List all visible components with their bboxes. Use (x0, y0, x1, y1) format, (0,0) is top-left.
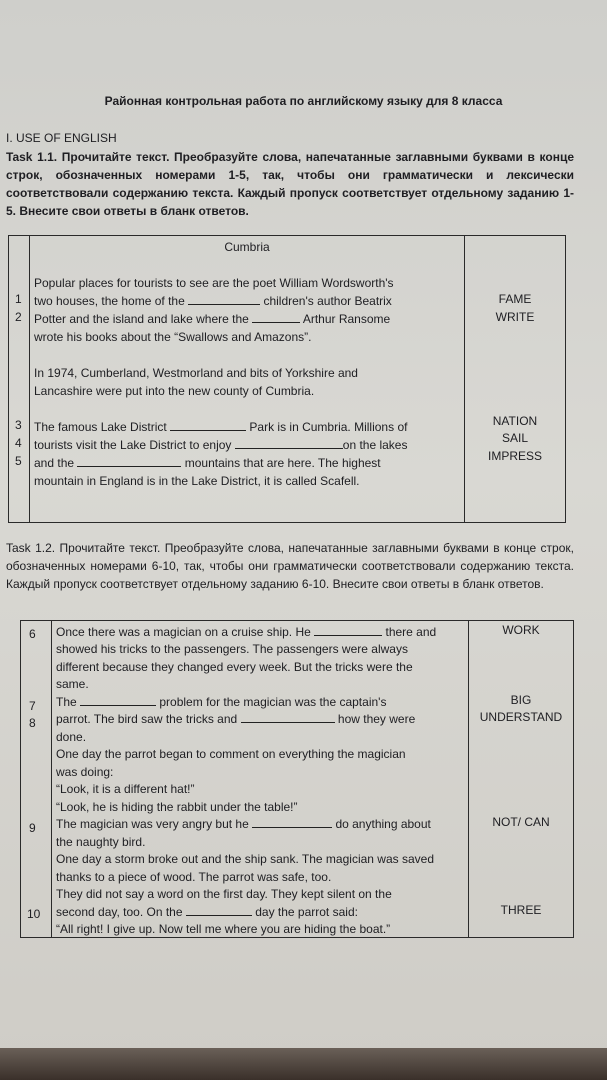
keyword: SAIL (501, 431, 528, 445)
text-line: tourists visit the Lake District to enjoy on the lakes (34, 438, 408, 452)
answer-blank-1[interactable] (188, 292, 260, 305)
answer-blank-8[interactable] (241, 710, 335, 723)
text-line: showed his tricks to the passengers. The passengers were always (56, 642, 408, 656)
answer-blank-9[interactable] (252, 815, 332, 828)
text-line: “Look, he is hiding the rabbit under the table!” (56, 800, 298, 814)
text-line: “Look, it is a different hat!” (56, 782, 195, 796)
task1-number-column (9, 236, 30, 523)
answer-blank-5[interactable] (77, 454, 181, 467)
text-line: One day a storm broke out and the ship sank. The magician was saved (56, 852, 434, 866)
text-line: same. (56, 677, 89, 691)
section-heading: I. USE OF ENGLISH (6, 131, 117, 145)
text-line: and the mountains that are here. The highest (34, 456, 381, 470)
text-title: Cumbria (224, 240, 270, 254)
answer-blank-4[interactable] (235, 436, 343, 449)
answer-blank-2[interactable] (252, 310, 300, 323)
text-line: the naughty bird. (56, 835, 146, 849)
text-line: different because they changed every week. But the tricks were the (56, 660, 413, 674)
text-line: wrote his books about the “Swallows and Amazons”. (34, 330, 312, 344)
keyword: NOT/ CAN (492, 815, 550, 829)
item-number: 6 (29, 627, 36, 641)
item-number: 7 (29, 699, 36, 713)
page-title: Районная контрольная работа по английскому языку для 8 класса (104, 94, 503, 108)
text-line: parrot. The bird saw the tricks and how they were (56, 712, 416, 726)
text-line: second day, too. On the day the parrot said: (56, 905, 358, 919)
text-line: was doing: (56, 765, 114, 779)
keyword: WORK (502, 623, 540, 637)
text-line: thanks to a piece of wood. The parrot was safe, too. (56, 870, 332, 884)
text-line: In 1974, Cumberland, Westmorland and bits of Yorkshire and (34, 366, 358, 380)
keyword: FAME (498, 292, 532, 306)
text-line: done. (56, 730, 87, 744)
task1-words-column (465, 236, 566, 523)
item-number: 10 (27, 907, 41, 921)
keyword: THREE (500, 903, 542, 917)
keyword: BIG (510, 693, 532, 707)
task2-table (20, 620, 574, 938)
item-number: 3 (15, 418, 22, 432)
text-line: The problem for the magician was the captain's (56, 695, 387, 709)
item-number: 2 (15, 310, 22, 324)
keyword: WRITE (495, 310, 535, 324)
background-floor (0, 1048, 607, 1080)
item-number: 8 (29, 716, 36, 730)
text-line: Lancashire were put into the new county of Cumbria. (34, 384, 315, 398)
item-number: 5 (15, 454, 22, 468)
answer-blank-3[interactable] (170, 418, 246, 431)
answer-blank-6[interactable] (314, 623, 382, 636)
task1-table (8, 235, 566, 523)
text-line: The famous Lake District Park is in Cumbria. Millions of (34, 420, 408, 434)
task1-text-column (30, 236, 465, 523)
text-line: “All right! I give up. Now tell me where you are hiding the boat.” (56, 922, 391, 936)
text-line: Popular places for tourists to see are the poet William Wordsworth's (34, 276, 394, 290)
task2-number-column (21, 621, 52, 938)
task2-text-column (52, 621, 469, 938)
text-line: Once there was a magician on a cruise ship. He there and (56, 625, 437, 639)
task2-words-column (469, 621, 574, 938)
text-line: They did not say a word on the first day. They kept silent on the (56, 887, 392, 901)
keyword: NATION (492, 414, 538, 428)
keyword: UNDERSTAND (479, 710, 563, 724)
item-number: 9 (29, 821, 36, 835)
text-line: The magician was very angry but he do anything about (56, 817, 431, 831)
answer-blank-10[interactable] (186, 903, 252, 916)
keyword: IMPRESS (487, 449, 542, 463)
item-number: 1 (15, 292, 22, 306)
task2-instructions: Task 1.2. Прочитайте текст. Преобразуйте слова, напечатанные заглавными буквами в конце строк, обозначенных номерами 6-10, так, чтобы они грамматически соответствовали содержанию текста. Каждый пропуск соответствует отдельному заданию 6-10. Внесите свои ответы в бланк ответов. (6, 541, 574, 591)
text-line: One day the parrot began to comment on everything the magician (56, 747, 406, 761)
text-line: mountain in England is in the Lake District, it is called Scafell. (34, 474, 360, 488)
text-line: Potter and the island and lake where the Arthur Ransome (34, 312, 391, 326)
item-number: 4 (15, 436, 22, 450)
answer-blank-7[interactable] (80, 693, 156, 706)
text-line: two houses, the home of the children's author Beatrix (34, 294, 392, 308)
task1-instructions: Task 1.1. Прочитайте текст. Преобразуйте слова, напечатанные заглавными буквами в конце строк, обозначенных номерами 1-5, так, чтобы они грамматически и лексически соответствовали содержанию текста. Каждый пропуск соответствует отдельному заданию 1-5. Внесите свои ответы в бланк ответов. (6, 150, 574, 218)
